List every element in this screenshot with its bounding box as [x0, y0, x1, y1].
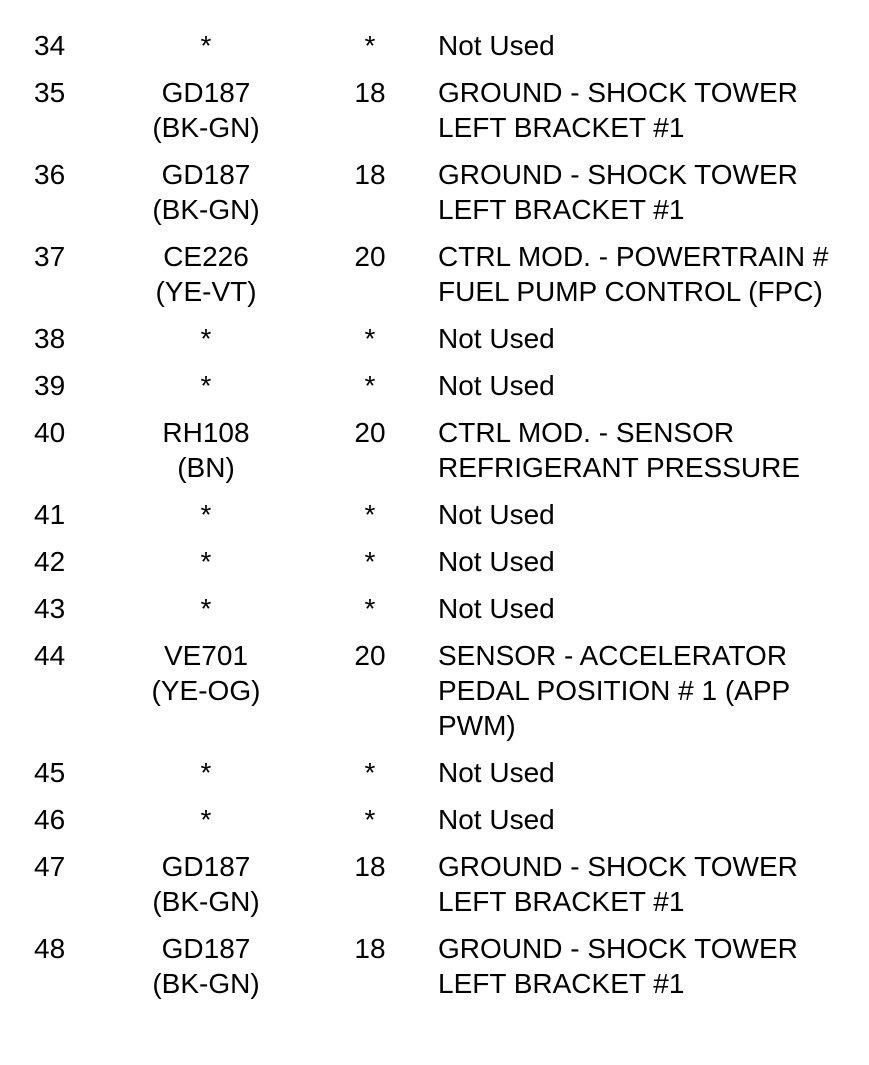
description-line: REFRIGERANT PRESSURE — [438, 452, 800, 483]
wire-gauge: * — [364, 757, 376, 788]
description-line: Not Used — [438, 757, 555, 788]
wire-gauge: 18 — [354, 77, 386, 108]
description-line: CTRL MOD. - POWERTRAIN # — [438, 241, 829, 272]
circuit-code: * — [200, 804, 212, 835]
pin-number: 35 — [34, 77, 66, 108]
pin-number: 36 — [34, 159, 66, 190]
wire-gauge: * — [364, 499, 376, 530]
wire-color: (BK-GN) — [152, 968, 260, 999]
pin-number: 48 — [34, 933, 66, 964]
wire-color: (YE-VT) — [155, 276, 257, 307]
description-line: LEFT BRACKET #1 — [438, 886, 685, 917]
circuit-description — [432, 239, 869, 321]
table-row — [0, 157, 869, 239]
connector-pinout-table — [0, 28, 869, 1013]
table-row — [0, 321, 869, 368]
circuit-cell — [104, 28, 308, 75]
circuit-cell — [104, 755, 308, 802]
wire-gauge: * — [364, 546, 376, 577]
table-row — [0, 849, 869, 931]
wire-color: (BN) — [177, 452, 235, 483]
pin-number: 41 — [34, 499, 66, 530]
circuit-description — [432, 802, 869, 849]
wire-gauge: 18 — [354, 851, 386, 882]
wire-gauge: 18 — [354, 159, 386, 190]
pin-number: 45 — [34, 757, 66, 788]
circuit-cell — [104, 368, 308, 415]
wire-gauge: 20 — [354, 640, 386, 671]
description-line: FUEL PUMP CONTROL (FPC) — [438, 276, 823, 307]
wire-gauge: 20 — [354, 417, 386, 448]
circuit-code: * — [200, 546, 212, 577]
pin-number: 39 — [34, 370, 66, 401]
circuit-cell — [104, 321, 308, 368]
circuit-code: RH108 — [162, 417, 250, 448]
circuit-cell — [104, 544, 308, 591]
description-line: LEFT BRACKET #1 — [438, 112, 685, 143]
description-line: Not Used — [438, 499, 555, 530]
circuit-description — [432, 497, 869, 544]
description-line: Not Used — [438, 323, 555, 354]
circuit-cell — [104, 591, 308, 638]
wire-gauge: * — [364, 323, 376, 354]
description-line: GROUND - SHOCK TOWER — [438, 851, 798, 882]
pinout-table-body — [0, 28, 869, 1013]
description-line: GROUND - SHOCK TOWER — [438, 159, 798, 190]
circuit-code: * — [200, 323, 212, 354]
circuit-code: VE701 — [163, 640, 249, 671]
table-row — [0, 755, 869, 802]
wire-color: (BK-GN) — [152, 886, 260, 917]
circuit-cell — [104, 849, 308, 931]
circuit-description — [432, 321, 869, 368]
table-row — [0, 415, 869, 497]
description-line: Not Used — [438, 546, 555, 577]
pin-number: 37 — [34, 241, 66, 272]
circuit-cell — [104, 802, 308, 849]
circuit-code: GD187 — [161, 933, 251, 964]
circuit-cell — [104, 415, 308, 497]
table-row — [0, 368, 869, 415]
circuit-cell — [104, 931, 308, 1013]
table-row — [0, 931, 869, 1013]
circuit-cell — [104, 157, 308, 239]
description-line: PWM) — [438, 710, 516, 741]
circuit-description — [432, 368, 869, 415]
circuit-code: GD187 — [161, 851, 251, 882]
circuit-cell — [104, 497, 308, 544]
wire-gauge: 20 — [354, 241, 386, 272]
circuit-cell — [104, 638, 308, 755]
circuit-code: GD187 — [161, 77, 251, 108]
pin-number: 46 — [34, 804, 66, 835]
pin-number: 43 — [34, 593, 66, 624]
description-line: Not Used — [438, 30, 555, 61]
circuit-description — [432, 75, 869, 157]
description-line: Not Used — [438, 804, 555, 835]
wire-gauge: * — [364, 370, 376, 401]
circuit-code: * — [200, 757, 212, 788]
circuit-code: * — [200, 30, 212, 61]
pin-number: 44 — [34, 640, 66, 671]
circuit-code: * — [200, 499, 212, 530]
table-row — [0, 239, 869, 321]
description-line: GROUND - SHOCK TOWER — [438, 933, 798, 964]
wire-gauge: * — [364, 30, 376, 61]
circuit-code: * — [200, 593, 212, 624]
circuit-description — [432, 157, 869, 239]
description-line: Not Used — [438, 593, 555, 624]
circuit-description — [432, 638, 869, 755]
description-line: PEDAL POSITION # 1 (APP — [438, 675, 791, 706]
description-line: CTRL MOD. - SENSOR — [438, 417, 735, 448]
wire-color: (BK-GN) — [152, 112, 260, 143]
circuit-code: * — [200, 370, 212, 401]
wire-color: (BK-GN) — [152, 194, 260, 225]
description-line: SENSOR - ACCELERATOR — [438, 640, 788, 671]
description-line: GROUND - SHOCK TOWER — [438, 77, 798, 108]
table-row — [0, 497, 869, 544]
pin-number: 47 — [34, 851, 66, 882]
circuit-description — [432, 28, 869, 75]
pin-number: 42 — [34, 546, 66, 577]
wire-gauge: * — [364, 593, 376, 624]
circuit-description — [432, 931, 869, 1013]
table-row — [0, 75, 869, 157]
table-row — [0, 638, 869, 755]
circuit-description — [432, 415, 869, 497]
description-line: Not Used — [438, 370, 555, 401]
table-row — [0, 28, 869, 75]
table-row — [0, 544, 869, 591]
pin-number: 34 — [34, 30, 66, 61]
description-line: LEFT BRACKET #1 — [438, 968, 685, 999]
table-row — [0, 591, 869, 638]
pin-number: 38 — [34, 323, 66, 354]
circuit-description — [432, 591, 869, 638]
table-row — [0, 802, 869, 849]
pin-number: 40 — [34, 417, 66, 448]
circuit-cell — [104, 75, 308, 157]
description-line: LEFT BRACKET #1 — [438, 194, 685, 225]
circuit-code: CE226 — [163, 241, 249, 272]
circuit-code: GD187 — [161, 159, 251, 190]
circuit-description — [432, 849, 869, 931]
circuit-description — [432, 755, 869, 802]
circuit-description — [432, 544, 869, 591]
circuit-cell — [104, 239, 308, 321]
wire-gauge: 18 — [354, 933, 386, 964]
wire-color: (YE-OG) — [151, 675, 261, 706]
wire-gauge: * — [364, 804, 376, 835]
